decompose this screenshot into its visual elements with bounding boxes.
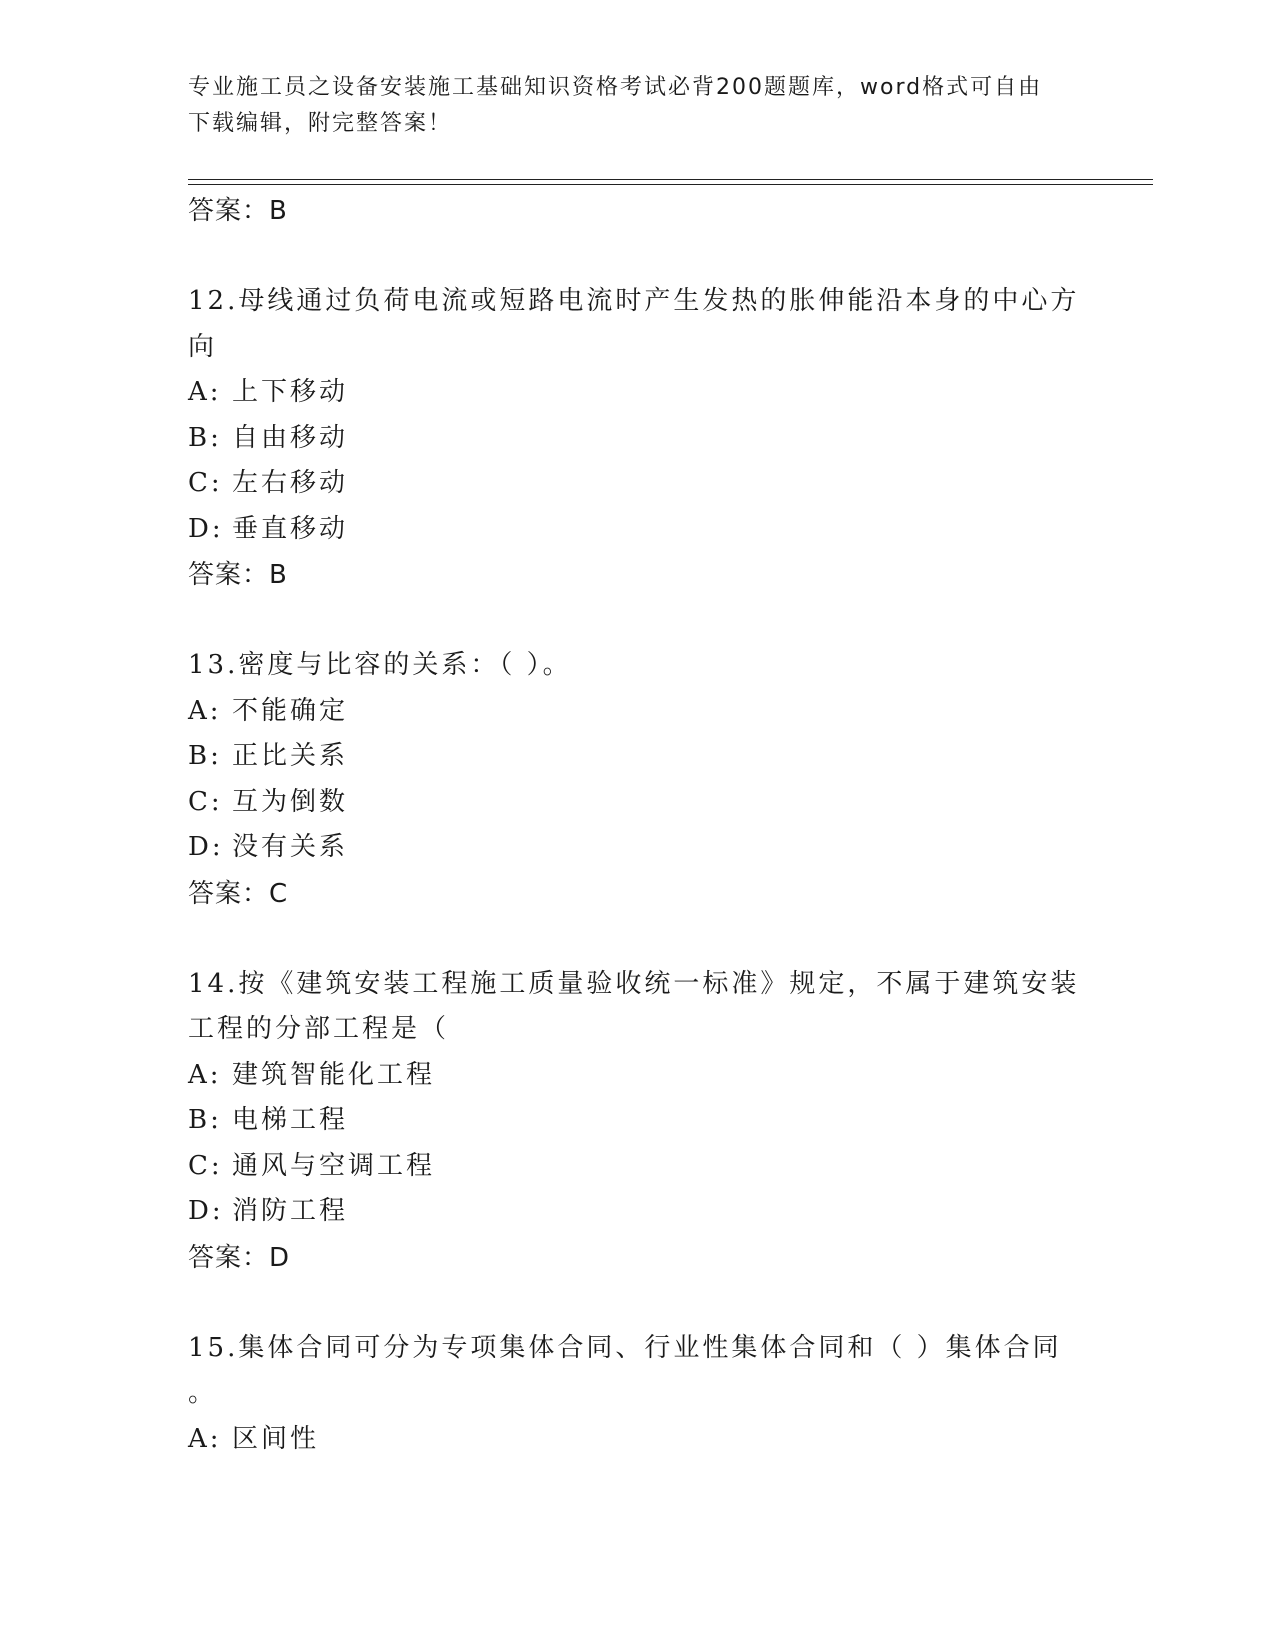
- option-text: 上下移动: [232, 377, 349, 407]
- question-answer: 答案：B: [188, 560, 288, 590]
- question-15: [188, 1326, 1088, 1463]
- question-stem-line-1: 12.母线通过负荷电流或短路电流时产生发热的胀伸能沿本身的中心方: [188, 286, 1080, 316]
- option-key: B:: [188, 422, 222, 453]
- option-key: B:: [188, 741, 222, 771]
- option-key: D:: [188, 1196, 224, 1226]
- option-text: 电梯工程: [232, 1105, 349, 1135]
- option-d: [188, 507, 1088, 553]
- question-stem-line-1: 14.按《建筑安装工程施工质量验收统一标准》规定，不属于建筑安装: [188, 968, 1080, 999]
- option-c: [188, 461, 1088, 507]
- option-text: 区间性: [232, 1423, 320, 1454]
- option-key: A:: [188, 377, 222, 407]
- option-text: 左右移动: [232, 468, 349, 498]
- header-title-line-1: 专业施工员之设备安装施工基础知识资格考试必背200题题库，word格式可自由: [188, 75, 1043, 100]
- option-a: [188, 1053, 1088, 1099]
- option-text: 建筑智能化工程: [232, 1059, 436, 1090]
- header-divider-top: [188, 179, 1153, 180]
- option-a: [188, 370, 1088, 416]
- question-stem-line-2: 。: [188, 1378, 218, 1408]
- header-title-line-2: 下载编辑，附完整答案！: [188, 111, 453, 136]
- option-key: A:: [188, 1423, 222, 1454]
- option-key: C:: [188, 786, 223, 817]
- option-text: 没有关系: [232, 832, 349, 862]
- previous-answer: 答案：B: [188, 196, 288, 226]
- question-answer: 答案：D: [188, 1242, 291, 1273]
- option-key: C:: [188, 468, 223, 498]
- option-text: 消防工程: [232, 1196, 349, 1226]
- option-text: 自由移动: [232, 422, 349, 453]
- option-text: 不能确定: [232, 695, 349, 726]
- option-key: D:: [188, 832, 224, 862]
- option-text: 正比关系: [232, 741, 349, 771]
- option-d: [188, 1189, 1088, 1235]
- question-13: [188, 643, 1088, 917]
- option-key: C:: [188, 1150, 223, 1181]
- option-a: [188, 689, 1088, 735]
- option-c: [188, 1144, 1088, 1190]
- header-divider-bottom: [188, 184, 1153, 185]
- option-key: A:: [188, 1059, 222, 1090]
- question-14: [188, 962, 1088, 1281]
- option-d: [188, 825, 1088, 871]
- option-text: 互为倒数: [232, 786, 349, 817]
- option-key: A:: [188, 695, 222, 726]
- option-a: [188, 1417, 1088, 1463]
- option-key: B:: [188, 1105, 222, 1135]
- question-list: [188, 188, 1088, 1462]
- option-key: D:: [188, 513, 224, 544]
- question-stem-line-1: 15.集体合同可分为专项集体合同、行业性集体合同和（ ）集体合同: [188, 1332, 1062, 1363]
- question-stem-line-2: 向: [188, 331, 218, 362]
- document-header: [188, 70, 1088, 142]
- option-c: [188, 780, 1088, 826]
- option-text: 垂直移动: [232, 513, 349, 544]
- question-stem-line-2: 工程的分部工程是（: [188, 1014, 450, 1044]
- question-stem-line-1: 13.密度与比容的关系：（ ）。: [188, 650, 572, 680]
- option-b: [188, 416, 1088, 462]
- option-text: 通风与空调工程: [232, 1150, 436, 1181]
- question-answer: 答案：C: [188, 878, 289, 909]
- option-b: [188, 734, 1088, 780]
- question-12: [188, 279, 1088, 598]
- option-b: [188, 1098, 1088, 1144]
